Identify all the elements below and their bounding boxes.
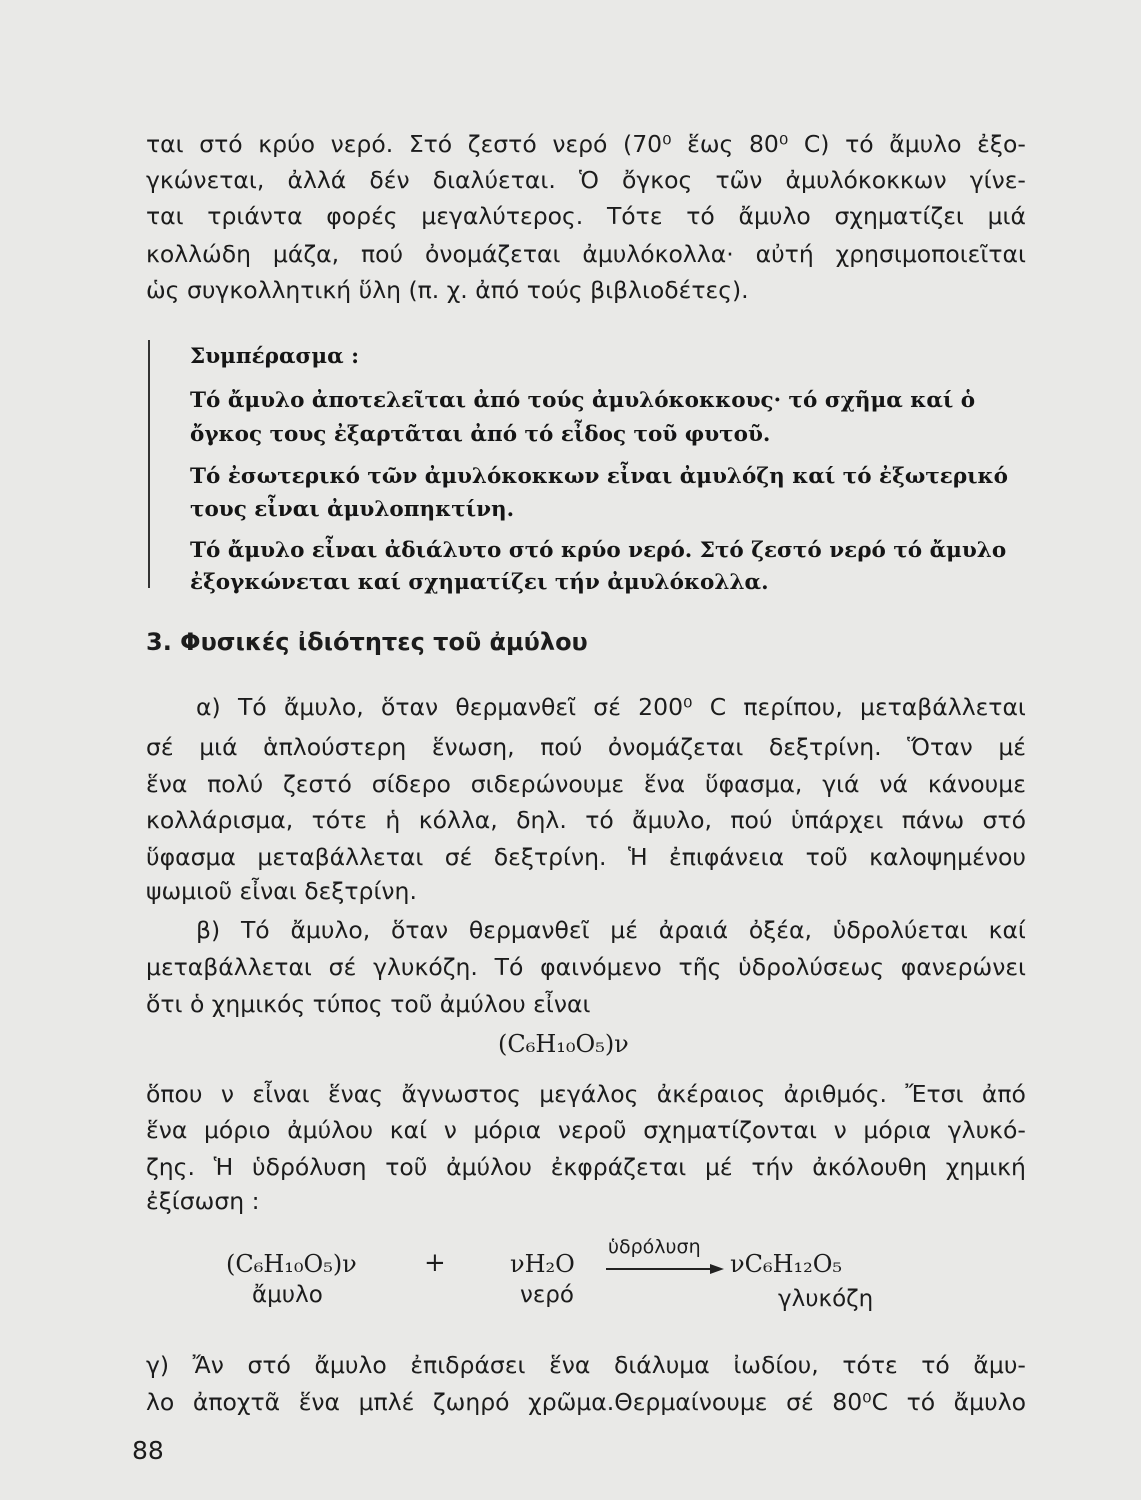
text-line: ζης. Ἡ ὑδρόλυση τοῦ ἀμύλου ἐκφράζεται μέ τήν ἀκόλουθη χημική (146, 1153, 1026, 1181)
conclusion-line: Τό ἄμυλο ἀποτελεῖται ἀπό τούς ἀμυλόκοκκους· τό σχῆμα καί ὁ (190, 388, 976, 413)
conclusion-title: Συμπέρασμα : (190, 344, 360, 369)
text-line: ὡς συγκολλητική ὕλη (π. χ. ἀπό τούς βιβλιοδέτες). (146, 276, 749, 304)
text-line: κολλώδη μάζα, πού ὀνομάζεται ἀμυλόκολλα· αὐτή χρησιμοποιεῖται (146, 240, 1026, 268)
conclusion-line: τους εἶναι ἀμυλοπηκτίνη. (190, 497, 515, 522)
text-line: ψωμιοῦ εἶναι δεξτρίνη. (146, 877, 417, 905)
equation-plus: + (424, 1248, 446, 1278)
text-line: ἕνα μόριο ἀμύλου καί ν μόρια νεροῦ σχηματίζονται ν μόρια γλυκό- (146, 1116, 1026, 1144)
conclusion-box (148, 340, 1030, 595)
text-line: β) Τό ἄμυλο, ὅταν θερμανθεῖ μέ ἀραιά ὀξέα, ὑδρολύεται καί (196, 916, 1026, 944)
text-line: ὅπου ν εἶναι ἕνας ἄγνωστος μεγάλος ἀκέραιος ἀριθμός. Ἔτσι ἀπό (146, 1080, 1026, 1108)
text-line: ὅτι ὁ χημικός τύπος τοῦ ἀμύλου εἶναι (146, 990, 591, 1018)
text-line: ται τριάντα φορές μεγαλύτερος. Τότε τό ἄμυλο σχηματίζει μιά (146, 202, 1026, 230)
text-line: σέ μιά ἁπλούστερη ἕνωση, πού ὀνομάζεται δεξτρίνη. Ὅταν μέ (146, 733, 1026, 761)
text-line: μεταβάλλεται σέ γλυκόζη. Τό φαινόμενο τῆς ὑδρολύσεως φανερώνει (146, 953, 1026, 981)
text-line: α) Τό ἄμυλο, ὅταν θερμανθεῖ σέ 200⁰ C περίπου, μεταβάλλεται (196, 693, 1026, 721)
conclusion-line: Τό ἐσωτερικό τῶν ἀμυλόκοκκων εἶναι ἀμυλόζη καί τό ἐξωτερικό (190, 464, 1009, 489)
equation-product-glucose: νC₆H₁₂O₅ (730, 1250, 843, 1278)
equation-label-glucose: γλυκόζη (778, 1286, 874, 1312)
text-line: ἕνα πολύ ζεστό σίδερο σιδερώνουμε ἕνα ὕφασμα, γιά νά κάνουμε (146, 770, 1026, 798)
text-line: γκώνεται, ἀλλά δέν διαλύεται. Ὁ ὄγκος τῶν ἀμυλόκοκκων γίνε- (146, 166, 1026, 194)
equation-label-starch: ἄμυλο (252, 1282, 323, 1308)
equation-reactant-water: νH₂O (510, 1250, 575, 1278)
conclusion-line: ἐξογκώνεται καί σχηματίζει τήν ἀμυλόκολλα. (190, 570, 769, 595)
conclusion-line: Τό ἄμυλο εἶναι ἀδιάλυτο στό κρύο νερό. Στό ζεστό νερό τό ἄμυλο (190, 538, 1007, 563)
text-line: γ) Ἄν στό ἄμυλο ἐπιδράσει ἕνα διάλυμα ἰωδίου, τότε τό ἄμυ- (146, 1351, 1026, 1379)
text-line: κολλάρισμα, τότε ἡ κόλλα, δηλ. τό ἄμυλο, πού ὑπάρχει πάνω στό (146, 806, 1026, 834)
text-line: ἐξίσωση : (146, 1187, 260, 1215)
equation-reactant-starch: (C₆H₁₀O₅)ν (226, 1250, 357, 1278)
text-line: ται στό κρύο νερό. Στό ζεστό νερό (70⁰ ἕως 80⁰ C) τό ἄμυλο ἐξο- (146, 130, 1026, 158)
starch-formula: (C₆H₁₀O₅)ν (498, 1030, 629, 1058)
equation-label-water: νερό (520, 1282, 574, 1308)
section-heading: 3. Φυσικές ἰδιότητες τοῦ ἀμύλου (146, 628, 588, 656)
text-line: ὕφασμα μεταβάλλεται σέ δεξτρίνη. Ἡ ἐπιφάνεια τοῦ καλοψημένου (146, 843, 1026, 871)
text-line: λο ἀποχτᾶ ἕνα μπλέ ζωηρό χρῶμα.Θερμαίνουμε σέ 80⁰C τό ἄμυλο (146, 1388, 1026, 1416)
equation-arrow-label: ὑδρόλυση (608, 1236, 701, 1258)
page-number: 88 (132, 1436, 164, 1465)
reaction-arrow-icon (606, 1262, 724, 1276)
conclusion-line: ὄγκος τους ἐξαρτᾶται ἀπό τό εἶδος τοῦ φυτοῦ. (190, 422, 771, 447)
